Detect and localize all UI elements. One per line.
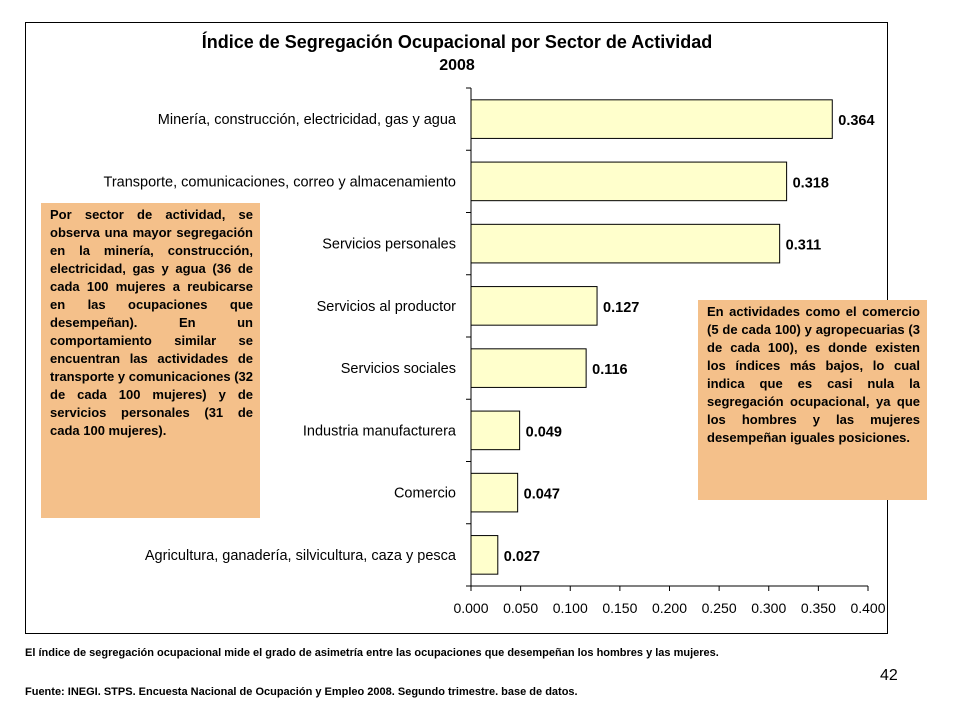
- chart-title: Índice de Segregación Ocupacional por Sector de Actividad: [201, 32, 713, 52]
- footnote: El índice de segregación ocupacional mide el grado de asimetría entre las ocupaciones que desempeñan los hombres y las mujeres.: [25, 647, 719, 659]
- data-label: 0.049: [525, 424, 562, 441]
- bar: [471, 411, 520, 450]
- x-tick-label: 0.100: [552, 600, 588, 616]
- x-tick-label: 0.200: [651, 600, 688, 616]
- data-label: 0.027: [503, 548, 541, 565]
- note-left: Por sector de actividad, se observa una mayor segregación en la minería, construcción, electricidad, gas y agua (36 de cada 100 mujeres a reubicarse en las ocupaciones que desempeñan). En un comportamiento similar se encuentran las actividades de transporte y comunicaciones (32 de cada 100 mujeres) y de servicios personales (31 de cada 100 mujeres).: [41, 203, 260, 518]
- bar: [471, 349, 586, 388]
- data-label: 0.047: [523, 486, 560, 503]
- bar: [471, 473, 518, 512]
- data-label: 0.318: [792, 175, 829, 192]
- chart-subtitle: 2008: [439, 57, 475, 74]
- page-number: 42: [880, 667, 898, 684]
- x-tick-label: 0.350: [800, 600, 836, 616]
- data-label: 0.311: [785, 237, 822, 254]
- bar: [471, 287, 597, 326]
- x-tick-label: 0.400: [850, 600, 886, 616]
- category-label: Industria manufacturera: [302, 423, 456, 440]
- x-tick-label: 0.000: [453, 600, 489, 616]
- category-label: Servicios personales: [322, 236, 456, 253]
- category-label: Transporte, comunicaciones, correo y almacenamiento: [103, 174, 456, 191]
- data-label: 0.364: [838, 113, 875, 130]
- category-label: Agricultura, ganadería, silvicultura, caza y pesca: [144, 547, 456, 564]
- bar: [471, 162, 787, 201]
- category-label: Servicios al productor: [316, 298, 456, 315]
- data-label: 0.127: [603, 299, 640, 316]
- bar: [471, 224, 780, 263]
- bar: [471, 100, 832, 139]
- category-label: Minería, construcción, electricidad, gas y agua: [157, 112, 456, 129]
- category-label: Servicios sociales: [340, 361, 456, 378]
- source-note: Fuente: INEGI. STPS. Encuesta Nacional de Ocupación y Empleo 2008. Segundo trimestre. base de datos.: [25, 686, 578, 698]
- x-tick-label: 0.300: [751, 600, 787, 616]
- bar: [471, 536, 498, 575]
- x-tick-label: 0.050: [503, 600, 539, 616]
- category-label: Comercio: [393, 485, 456, 502]
- note-right: En actividades como el comercio (5 de cada 100) y agropecuarias (3 de cada 100), es donde existen los índices más bajos, lo cual indica que es casi nula la segregación ocupacional, ya que los hombres y las mujeres desempeñan iguales posiciones.: [698, 300, 927, 500]
- x-tick-label: 0.150: [602, 600, 638, 616]
- x-tick-label: 0.250: [701, 600, 737, 616]
- data-label: 0.116: [592, 362, 628, 379]
